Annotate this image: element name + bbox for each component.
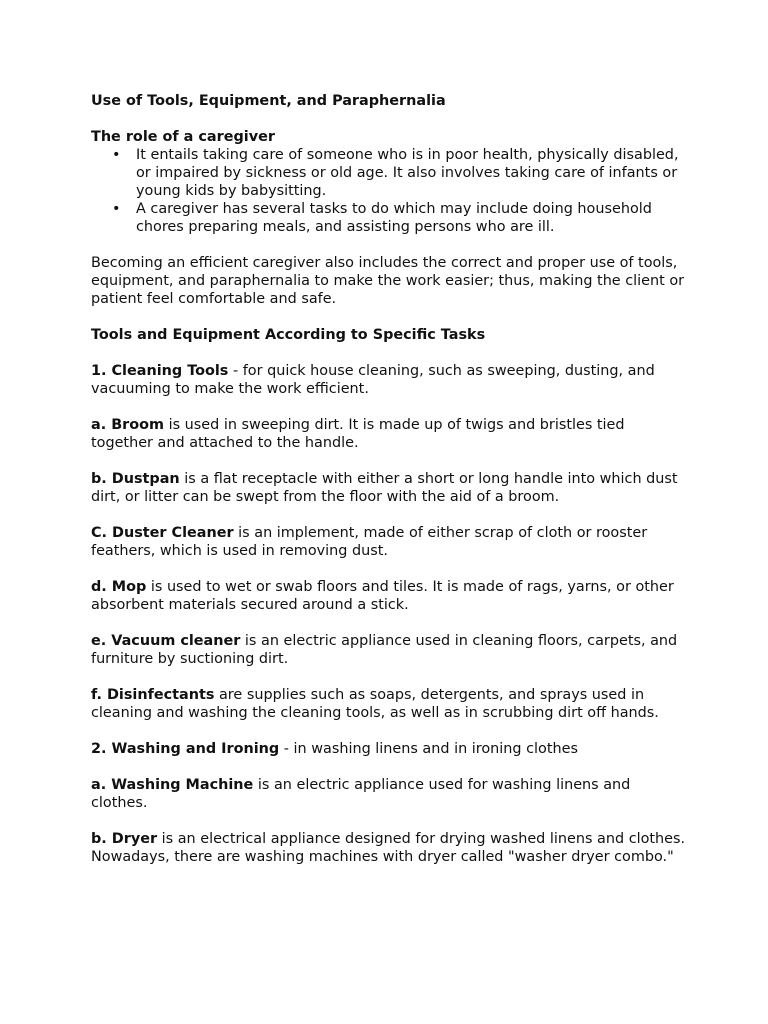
item-term: a. Broom (91, 417, 165, 433)
list-item (91, 146, 691, 200)
item-dustpan (91, 470, 691, 506)
item-description: is an electric appliance used for washing linens and clothes. (91, 777, 631, 811)
section-heading-tools: Tools and Equipment According to Specific Tasks (91, 327, 486, 343)
item-description: is used in sweeping dirt. It is made up of twigs and bristles tied together and attached to the handle. (91, 417, 625, 451)
item-term: C. Duster Cleaner (91, 525, 234, 541)
item-description: is an implement, made of either scrap of cloth or rooster feathers, which is used in removing dust. (91, 525, 648, 559)
item-broom (91, 416, 691, 452)
item-mop (91, 578, 691, 614)
list-item-text: It entails taking care of someone who is in poor health, physically disabled, or impaired by sickness or old age. It also involves taking care of infants or young kids by babysitting. (136, 147, 679, 199)
item-term: e. Vacuum cleaner (91, 633, 241, 649)
item-term: d. Mop (91, 579, 147, 595)
item-description: is an electric appliance used in cleaning floors, carpets, and furniture by suctioning dirt. (91, 633, 678, 667)
category-description: - in washing linens and in ironing clothes (279, 741, 578, 757)
item-term: a. Washing Machine (91, 777, 254, 793)
item-description: is a flat receptacle with either a short or long handle into which dust dirt, or litter can be swept from the floor with the aid of a broom. (91, 471, 678, 505)
item-term: f. Disinfectants (91, 687, 215, 703)
item-description: are supplies such as soaps, detergents, and sprays used in cleaning and washing the cleaning tools, as well as in scrubbing dirt off hands. (91, 687, 659, 721)
item-disinfectants (91, 686, 691, 722)
category-term: 2. Washing and Ironing (91, 741, 280, 757)
document-title: Use of Tools, Equipment, and Paraphernalia (91, 93, 446, 109)
document-body (91, 92, 691, 866)
category-description: - for quick house cleaning, such as sweeping, dusting, and vacuuming to make the work efficient. (91, 363, 655, 397)
caregiver-role-list (91, 146, 691, 236)
item-washing-machine (91, 776, 691, 812)
category-term: 1. Cleaning Tools (91, 363, 229, 379)
item-duster-cleaner (91, 524, 691, 560)
bullet-icon: • (112, 201, 121, 217)
category-washing-ironing (91, 740, 691, 758)
item-term: b. Dryer (91, 831, 158, 847)
item-description: is used to wet or swab floors and tiles. It is made of rags, yarns, or other absorbent materials secured around a stick. (91, 579, 674, 613)
section-heading-caregiver-role: The role of a caregiver (91, 129, 275, 145)
bullet-icon: • (112, 147, 121, 163)
item-dryer (91, 830, 691, 866)
item-vacuum-cleaner (91, 632, 691, 668)
list-item-text: A caregiver has several tasks to do which may include doing household chores preparing meals, and assisting persons who are ill. (136, 201, 652, 235)
item-term: b. Dustpan (91, 471, 180, 487)
list-item (91, 200, 691, 236)
item-description: is an electrical appliance designed for drying washed linens and clothes. Nowadays, there are washing machines with dryer called "washer dryer combo." (91, 831, 686, 865)
category-cleaning-tools (91, 362, 691, 398)
intro-paragraph: Becoming an efficient caregiver also includes the correct and proper use of tools, equipment, and paraphernalia to make the work easier; thus, making the client or patient feel comfortable and safe. (91, 255, 685, 307)
